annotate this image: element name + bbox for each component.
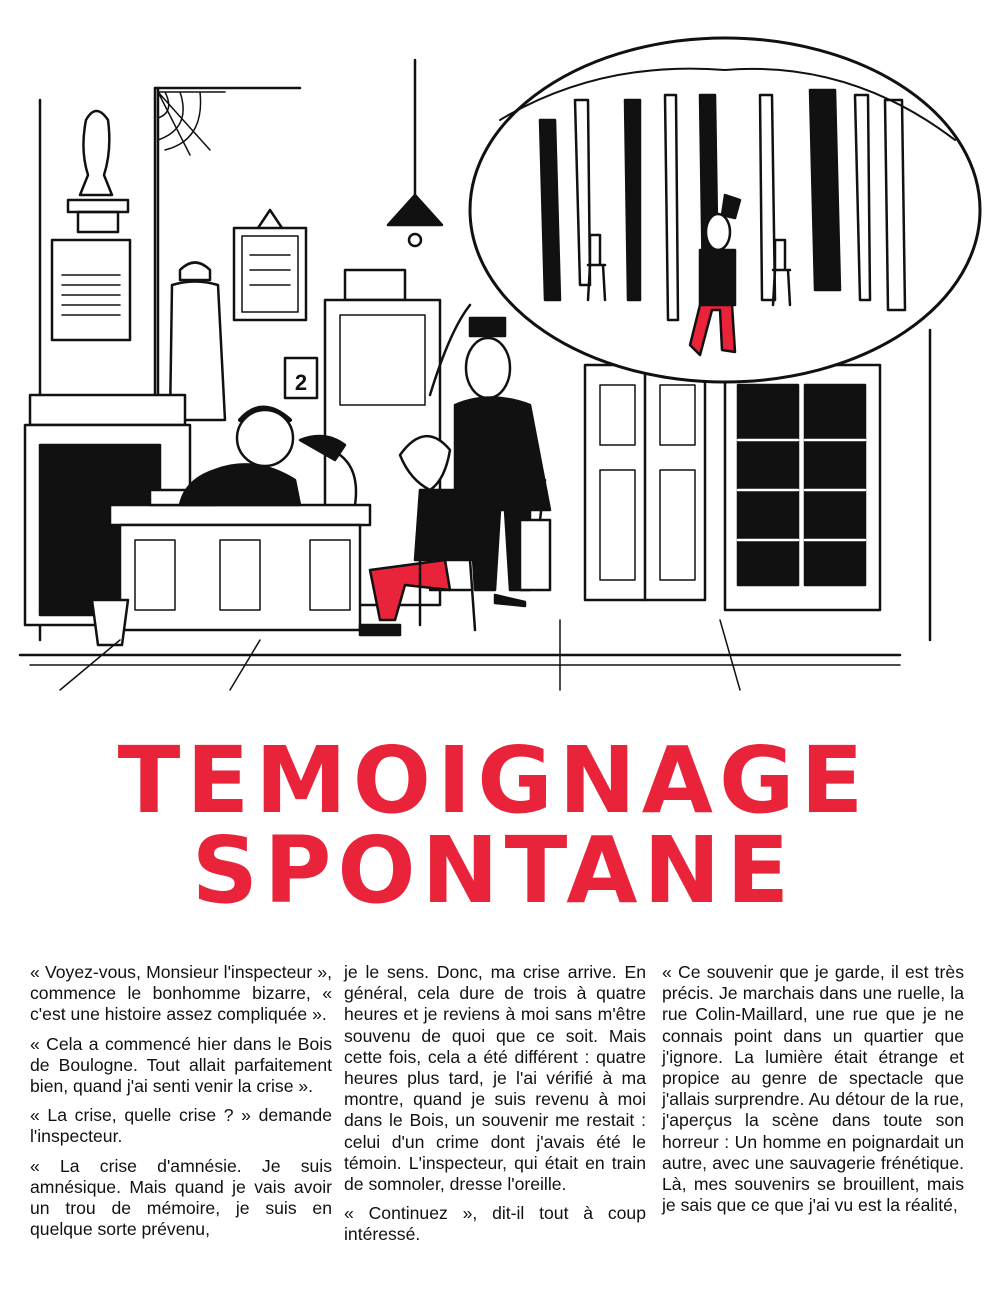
- paragraph: « Ce souvenir que je garde, il est très précis. Je marchais dans une ruelle, la rue Colin-Maillard, une rue que je ne connais point dans un quartier que j'ignore. La lumière était étrange et propice au genre de spectacle que j'allais surprendre. Au détour de la rue, j'aperçus la scène dans toute son horreur : Un homme en poignardait un autre, avec une sauvagerie frénétique. Là, mes souvenirs se brouillent, mais je sais que ce que j'ai vu est la réalité,: [662, 962, 964, 1216]
- text-column-2: [344, 962, 646, 1254]
- paragraph: « La crise d'amnésie. Je suis amnésique. Mais quand je vais avoir un trou de mémoire, je suis en quelque sorte prévenu,: [30, 1155, 332, 1240]
- framed-certificate: [234, 210, 306, 320]
- marianne-bust: [68, 111, 128, 232]
- paragraph: « Voyez-vous, Monsieur l'inspecteur », commence le bonhomme bizarre, « c'est une histoire assez compliquée ».: [30, 962, 332, 1025]
- spider-web: [158, 92, 225, 155]
- article-title-line2: SPONTANE: [191, 817, 796, 924]
- text-column-3: [662, 962, 964, 1224]
- paragraph: « Cela a commencé hier dans le Bois de Boulogne. Tout allait parfaitement bien, quand j'ai senti venir la crise ».: [30, 1033, 332, 1097]
- paragraph: je le sens. Donc, ma crise arrive. En général, cela dure de trois à quatre heures et je reviens à moi sans m'être souvenu de quoi que ce soit. Mais cette fois, cela a été différent : quatre heures plus tard, je l'ai vérifié à ma montre, quand je suis revenu à moi dans le Bois, un souvenir me restait : celui d'un crime dont j'avais été le témoin. L'inspecteur, qui était en train de somnoler, dresse l'oreille.: [344, 962, 646, 1195]
- inspector-desk: [110, 490, 370, 630]
- paragraph: « La crise, quelle crise ? » demande l'inspecteur.: [30, 1105, 332, 1147]
- wastebasket: [92, 600, 128, 645]
- text-column-1: [30, 962, 332, 1248]
- paragraph: « Continuez », dit-il tout à coup intéressé.: [344, 1203, 646, 1245]
- wall-calendar: [285, 358, 317, 398]
- wall-poster: [52, 240, 130, 340]
- hanging-lamp: [388, 60, 442, 246]
- thought-bubble: [430, 38, 980, 395]
- calendar-number: 2: [294, 370, 308, 395]
- inspector-figure: [180, 408, 300, 506]
- right-bookcase: [725, 365, 880, 610]
- door: [585, 365, 705, 600]
- article-title-line1: TEMOIGNAGE: [117, 727, 870, 834]
